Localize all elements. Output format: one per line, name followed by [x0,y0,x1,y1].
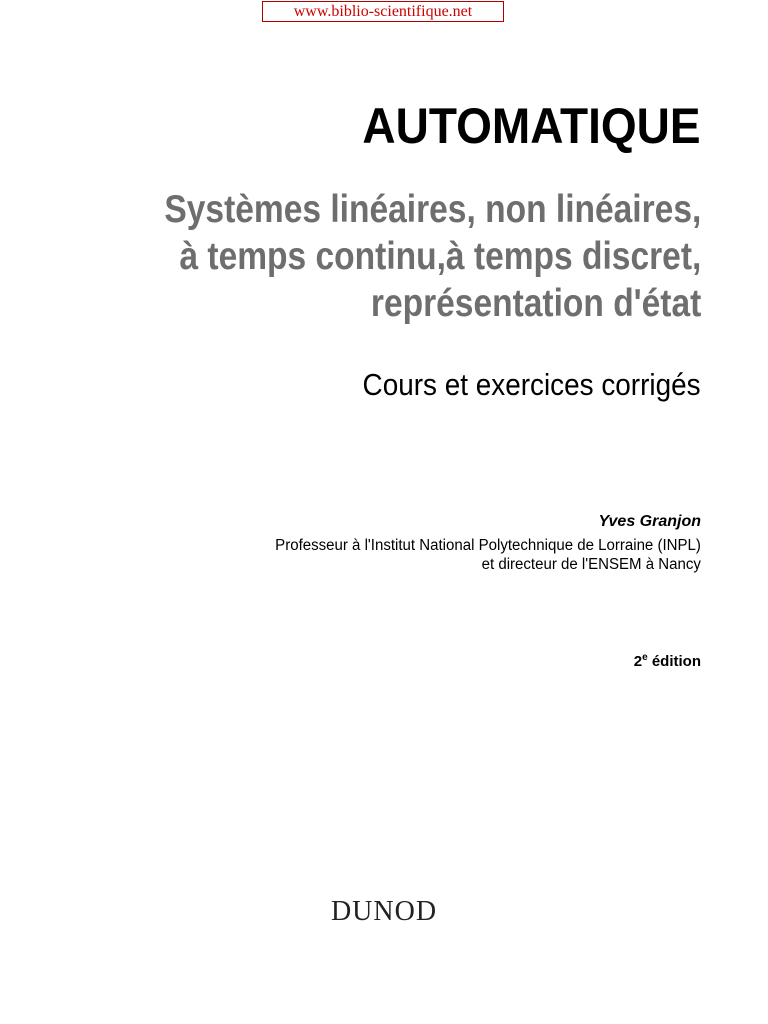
book-title: AUTOMATIQUE [362,98,701,154]
watermark-url-link[interactable]: www.biblio-scientifique.net [262,1,504,22]
edition-label [634,652,701,672]
publisher-logo: DUNOD [330,896,438,927]
author-name: Yves Granjon [598,513,701,530]
edition-number: 2 [633,653,643,670]
affiliation-line: et directeur de l'ENSEM à Nancy [481,556,701,573]
affiliation-line: Professeur à l'Institut National Polytechnique de Lorraine (INPL) [275,537,701,554]
edition-superscript: e [642,652,648,663]
author-affiliation [275,536,701,574]
subtitle-line: Systèmes linéaires, non linéaires, [164,188,701,231]
edition-word: édition [651,653,701,670]
subtitle-line: représentation d'état [370,282,701,325]
book-tagline: Cours et exercices corrigés [362,367,701,402]
subtitle-line: à temps continu,à temps discret, [179,235,701,278]
book-subtitle [164,186,701,327]
